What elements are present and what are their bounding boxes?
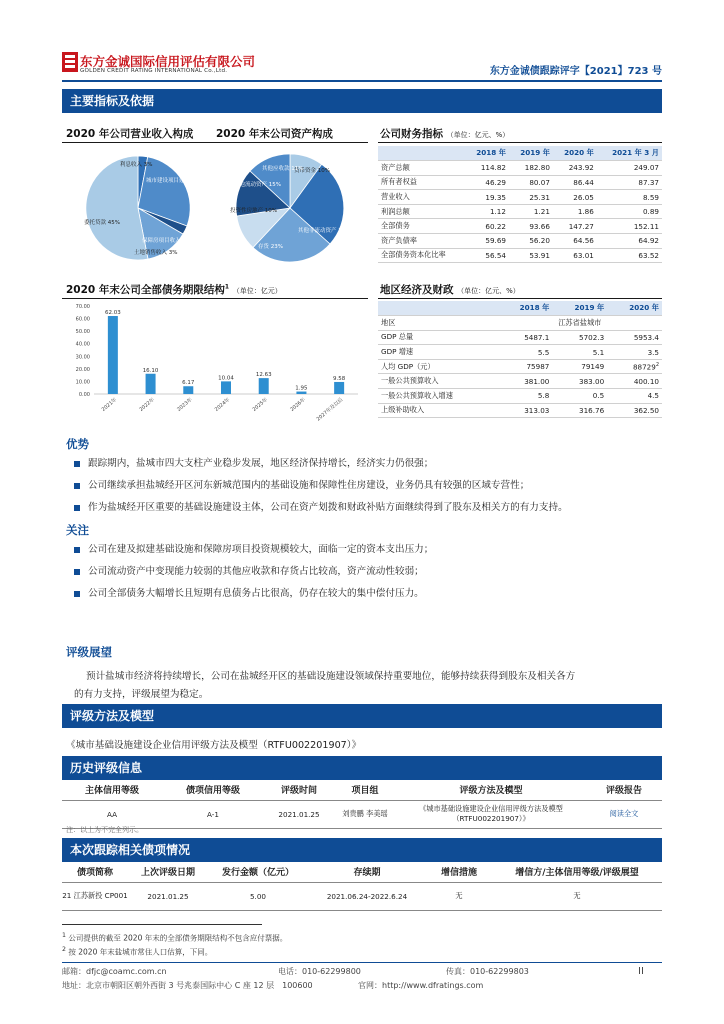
region-cell: 381.00 xyxy=(498,374,553,389)
fin-cell: 152.11 xyxy=(597,219,662,234)
fin-cell: 26.05 xyxy=(553,190,597,205)
debt-bar xyxy=(296,392,306,394)
fin-row-label: 资产负债率 xyxy=(378,234,465,249)
region-cell: 5.8 xyxy=(498,389,553,404)
advantages-item xyxy=(74,475,664,497)
pie2-label-3: 投资性房地产 10% xyxy=(230,208,277,214)
debt-bar xyxy=(108,316,118,394)
fin-title-rule xyxy=(378,142,662,143)
outlook-heading: 评级展望 xyxy=(66,645,112,659)
category-label: 2026年 xyxy=(289,396,307,413)
history-issue-rating: A-1 xyxy=(162,800,264,828)
region-row-label: 一般公共预算收入增速 xyxy=(378,389,498,404)
fin-row xyxy=(378,204,662,219)
footnote-1: $^1$ 公司提供的截至 2020 年末的全部债务期限结构不包含应付票据。 xyxy=(62,932,288,943)
region-cell: 5.5 xyxy=(498,345,553,360)
bullet-square-icon xyxy=(74,461,80,467)
fin-cell: 147.27 xyxy=(553,219,597,234)
revenue-pie-chart xyxy=(80,150,215,270)
advantages-list xyxy=(74,453,664,519)
advantages-item-text: 公司继续承担盐城经开区河东新城范围内的基础设施和保障性住房建设，业务仍具有较强的区域专营性； xyxy=(88,480,530,491)
debt-chart-title: 2020 年末公司全部债务期限结构$^1$ （单位：亿元） xyxy=(66,283,282,296)
fin-row-label: 全部债务 xyxy=(378,219,465,234)
debt-title-rule xyxy=(62,298,368,299)
fin-row xyxy=(378,219,662,234)
bar-value-label: 6.17 xyxy=(182,380,195,387)
fin-header-row xyxy=(378,146,662,161)
fin-row xyxy=(378,190,662,205)
bond-guarantor: 无 xyxy=(492,882,662,910)
fin-row-label: 营业收入 xyxy=(378,190,465,205)
region-cell: 5487.1 xyxy=(498,330,553,345)
pie1-label-4: 委托贷款 45% xyxy=(84,220,120,226)
footnote-2: $^2$ 按 2020 年末盐城市常住人口估算，下同。 xyxy=(62,946,213,957)
fin-cell: 1.12 xyxy=(465,204,509,219)
pie1-title: 2020 年公司营业收入构成 xyxy=(66,128,194,140)
fin-row xyxy=(378,161,662,176)
history-report-link[interactable]: 阅读全文 xyxy=(586,800,662,828)
region-area-row xyxy=(378,316,662,331)
region-cell: 362.50 xyxy=(607,403,662,418)
category-label: 2023年 xyxy=(176,396,194,413)
bar-value-label: 9.58 xyxy=(333,375,346,382)
region-area-value: 江苏省盐城市 xyxy=(498,316,662,331)
concerns-heading: 关注 xyxy=(66,523,89,537)
pie1-label-0: 利息收入 3% xyxy=(120,162,153,168)
concerns-item xyxy=(74,539,664,561)
history-header-4: 评级方法及模型 xyxy=(396,780,586,800)
category-label: 2021年 xyxy=(100,396,119,413)
y-tick-label: 20.00 xyxy=(75,366,90,373)
regional-economy-table xyxy=(378,301,662,418)
fin-cell: 0.89 xyxy=(597,204,662,219)
region-area-label: 地区 xyxy=(378,316,498,331)
region-row xyxy=(378,374,662,389)
bonds-header-0: 债项简称 xyxy=(62,862,128,882)
debt-bar xyxy=(259,378,269,394)
fin-cell: 114.82 xyxy=(465,161,509,176)
fin-cell: 93.66 xyxy=(509,219,553,234)
bonds-header-row xyxy=(62,862,662,882)
y-tick-label: 30.00 xyxy=(75,354,90,361)
header-rule xyxy=(62,80,662,82)
region-row xyxy=(378,389,662,404)
fin-cell: 19.35 xyxy=(465,190,509,205)
footnote-ref-2: 2 xyxy=(655,361,659,368)
region-table-title: 地区经济及财政 （单位：亿元、%） xyxy=(380,284,520,296)
section-rating-method: 评级方法及模型 xyxy=(62,704,662,728)
region-cell-value: 88729 xyxy=(632,362,656,372)
bar-value-label: 1.95 xyxy=(295,385,308,392)
fin-row xyxy=(378,248,662,263)
pie1-label-2: 保障房项目收入 2% xyxy=(142,238,191,244)
pie2-label-4: 其他非流动资产 35% xyxy=(298,228,351,234)
region-title-rule xyxy=(378,298,662,299)
fin-cell: 87.37 xyxy=(597,175,662,190)
fin-row-label: 所有者权益 xyxy=(378,175,465,190)
concerns-item-text: 公司在建及拟建基础设施和保障房项目投资规模较大，面临一定的资本支出压力； xyxy=(88,544,434,555)
advantages-item xyxy=(74,453,664,475)
bond-last-date: 2021.01.25 xyxy=(128,882,208,910)
history-header-5: 评级报告 xyxy=(586,780,662,800)
footer-address: 地址：北京市朝阳区朝外西街 3 号兆泰国际中心 C 座 12 层 100600 xyxy=(62,981,313,990)
fin-cell: 64.92 xyxy=(597,234,662,249)
fin-cell: 80.07 xyxy=(509,175,553,190)
pie-title-rule xyxy=(62,142,368,143)
bullet-square-icon xyxy=(74,569,80,575)
bonds-header-1: 上次评级日期 xyxy=(128,862,208,882)
pie1-label-1: 城市建设项目建设收入 27% xyxy=(146,178,215,184)
region-cell: 5.1 xyxy=(552,345,607,360)
footer-rule xyxy=(62,962,662,963)
bonds-header-5: 增信方/主体信用等级/评级展望 xyxy=(492,862,662,882)
fin-cell: 59.69 xyxy=(465,234,509,249)
bond-credit-enhancement: 无 xyxy=(426,882,492,910)
fin-header-4: 2021 年 3 月 xyxy=(597,146,662,161)
pie2-label-2: 其他流动资产 15% xyxy=(234,182,281,188)
debt-bar xyxy=(183,386,193,394)
outlook-text-line1: 预计盐城市经济将持续增长，公司在盐城经开区的基础设施建设领域保持重要地位，能够持续获得到股东及相关各方 xyxy=(86,671,576,682)
bullet-square-icon xyxy=(74,591,80,597)
history-rating-date: 2021.01.25 xyxy=(264,800,334,828)
concerns-list xyxy=(74,539,664,605)
history-row xyxy=(62,800,662,828)
section-history: 历史评级信息 xyxy=(62,756,662,780)
region-cell: 0.5 xyxy=(552,389,607,404)
fin-cell: 63.52 xyxy=(597,248,662,263)
fin-cell: 182.80 xyxy=(509,161,553,176)
history-method: 《城市基础设施建设企业信用评级方法及模型（RTFU002201907）》 xyxy=(396,800,586,828)
advantages-item xyxy=(74,497,664,519)
rating-method-text: 《城市基础设施建设企业信用评级方法及模型（RTFU002201907）》 xyxy=(66,740,362,751)
y-tick-label: 40.00 xyxy=(75,341,90,348)
pie2-label-1: 其他应收款 11% xyxy=(262,166,304,172)
bar-value-label: 10.04 xyxy=(218,375,234,382)
region-cell: 75987 xyxy=(498,359,553,374)
footer-tel: 电话：010-62299800 xyxy=(278,967,361,976)
category-label: 2022年 xyxy=(138,396,156,413)
region-header-0 xyxy=(378,301,498,316)
region-header-1: 2018 年 xyxy=(498,301,553,316)
fin-header-0 xyxy=(378,146,465,161)
concerns-item xyxy=(74,583,664,605)
region-cell: 79149 xyxy=(552,359,607,374)
fin-cell: 8.59 xyxy=(597,190,662,205)
fin-header-1: 2018 年 xyxy=(465,146,509,161)
debt-bar xyxy=(221,381,231,394)
bond-amount: 5.00 xyxy=(208,882,308,910)
fin-cell: 249.07 xyxy=(597,161,662,176)
bonds-row xyxy=(62,882,662,910)
footer-email: 邮箱：dfjc@coamc.com.cn xyxy=(62,967,167,976)
fin-cell: 243.92 xyxy=(553,161,597,176)
company-logo xyxy=(62,52,78,72)
region-row xyxy=(378,359,662,374)
fin-cell: 60.22 xyxy=(465,219,509,234)
category-label: 2024年 xyxy=(213,396,232,413)
region-row-label: 人均 GDP（元） xyxy=(378,359,498,374)
debt-bar xyxy=(334,382,344,394)
history-header-3: 项目组 xyxy=(334,780,396,800)
category-label: 2027年及以后 xyxy=(315,396,345,423)
bullet-square-icon xyxy=(74,547,80,553)
bullet-square-icon xyxy=(74,505,80,511)
region-row-label: GDP 增速 xyxy=(378,345,498,360)
history-issuer-rating: AA xyxy=(62,800,162,828)
bar-value-label: 62.03 xyxy=(104,310,121,317)
pie2-label-0: 货币资金 10% xyxy=(294,168,330,174)
fin-cell: 56.54 xyxy=(465,248,509,263)
history-header-row xyxy=(62,780,662,800)
fin-cell: 63.01 xyxy=(553,248,597,263)
footnote-rule xyxy=(62,924,262,925)
debt-maturity-bar-chart xyxy=(62,300,362,428)
history-header-2: 评级时间 xyxy=(264,780,334,800)
pie1-label-3: 土地销售收入 3% xyxy=(134,250,178,256)
region-cell: 5702.3 xyxy=(552,330,607,345)
financial-indicators-table xyxy=(378,146,662,263)
history-header-0: 主体信用等级 xyxy=(62,780,162,800)
category-label: 2025年 xyxy=(251,396,269,413)
fin-row-label: 全部债务资本化比率 xyxy=(378,248,465,263)
concerns-item-text: 公司全部债务大幅增长且短期有息债务占比很高，仍存在较大的集中偿付压力。 xyxy=(88,588,424,599)
fin-row xyxy=(378,175,662,190)
pie2-label-5: 存货 23% xyxy=(258,244,283,250)
region-cell xyxy=(607,359,662,374)
region-row xyxy=(378,330,662,345)
fin-row-label: 利润总额 xyxy=(378,204,465,219)
region-cell: 313.03 xyxy=(498,403,553,418)
region-row-label: GDP 总量 xyxy=(378,330,498,345)
history-table xyxy=(62,780,662,829)
concerns-item xyxy=(74,561,664,583)
fin-cell: 56.20 xyxy=(509,234,553,249)
concerns-item-text: 公司流动资产中变现能力较弱的其他应收款和存货占比较高，资产流动性较弱； xyxy=(88,566,424,577)
y-tick-label: 50.00 xyxy=(75,329,90,336)
section-main-indicators: 主要指标及依据 xyxy=(62,89,662,113)
bonds-header-3: 存续期 xyxy=(308,862,426,882)
history-team: 刘贵鹏 李美瑶 xyxy=(334,800,396,828)
region-row-label: 一般公共预算收入 xyxy=(378,374,498,389)
fin-header-3: 2020 年 xyxy=(553,146,597,161)
bar-value-label: 16.10 xyxy=(142,367,159,374)
history-note: 注：以上为不完全列示。 xyxy=(66,826,143,834)
region-cell: 3.5 xyxy=(607,345,662,360)
advantages-item-text: 跟踪期内，盐城市四大支柱产业稳步发展，地区经济保持增长，经济实力仍很强； xyxy=(88,458,434,469)
asset-pie-chart xyxy=(228,150,352,270)
y-tick-label: 60.00 xyxy=(75,316,90,323)
fin-cell: 64.56 xyxy=(553,234,597,249)
advantages-heading: 优势 xyxy=(66,437,89,451)
company-name-cn: 东方金诚国际信用评估有限公司 xyxy=(80,54,256,69)
region-cell: 5953.4 xyxy=(607,330,662,345)
y-tick-label: 0.00 xyxy=(78,392,90,398)
page-number: II xyxy=(638,966,644,977)
bonds-header-4: 增信措施 xyxy=(426,862,492,882)
bond-term: 2021.06.24-2022.6.24 xyxy=(308,882,426,910)
section-bonds: 本次跟踪相关债项情况 xyxy=(62,838,662,862)
bonds-table xyxy=(62,862,662,911)
fin-cell: 53.91 xyxy=(509,248,553,263)
bar-value-label: 12.63 xyxy=(255,372,272,379)
region-cell: 383.00 xyxy=(552,374,607,389)
region-header-3: 2020 年 xyxy=(607,301,662,316)
y-tick-label: 10.00 xyxy=(75,379,90,386)
region-cell: 400.10 xyxy=(607,374,662,389)
bond-short-name: 21 江苏新投 CP001 xyxy=(62,882,128,910)
fin-row-label: 资产总额 xyxy=(378,161,465,176)
region-header-row xyxy=(378,301,662,316)
company-name-en: GOLDEN CREDIT RATING INTERNATIONAL Co.,Ltd. xyxy=(80,68,228,74)
region-cell: 4.5 xyxy=(607,389,662,404)
footer-fax: 传真：010-62299803 xyxy=(446,967,529,976)
fin-cell: 1.86 xyxy=(553,204,597,219)
fin-row xyxy=(378,234,662,249)
footer-website: 官网：http://www.dfratings.com xyxy=(358,981,484,990)
fin-cell: 1.21 xyxy=(509,204,553,219)
region-row-label: 上级补助收入 xyxy=(378,403,498,418)
bonds-header-2: 发行金额（亿元） xyxy=(208,862,308,882)
pie2-title: 2020 年末公司资产构成 xyxy=(216,128,333,140)
region-header-2: 2019 年 xyxy=(552,301,607,316)
fin-cell: 86.44 xyxy=(553,175,597,190)
fin-cell: 46.29 xyxy=(465,175,509,190)
document-id: 东方金诚债跟踪评字【2021】723 号 xyxy=(489,66,662,77)
region-row xyxy=(378,345,662,360)
y-tick-label: 70.00 xyxy=(75,304,90,310)
fin-header-2: 2019 年 xyxy=(509,146,553,161)
region-cell: 316.76 xyxy=(552,403,607,418)
history-header-1: 债项信用等级 xyxy=(162,780,264,800)
debt-bar xyxy=(146,374,156,394)
outlook-text-line2: 的有力支持，评级展望为稳定。 xyxy=(74,689,209,700)
advantages-item-text: 作为盐城经开区重要的基础设施建设主体，公司在资产划拨和财政补贴方面继续得到了股东及相关方的有力支持。 xyxy=(88,502,568,513)
fin-table-title: 公司财务指标 （单位：亿元、%） xyxy=(380,128,510,140)
bullet-square-icon xyxy=(74,483,80,489)
fin-cell: 25.31 xyxy=(509,190,553,205)
region-row xyxy=(378,403,662,418)
